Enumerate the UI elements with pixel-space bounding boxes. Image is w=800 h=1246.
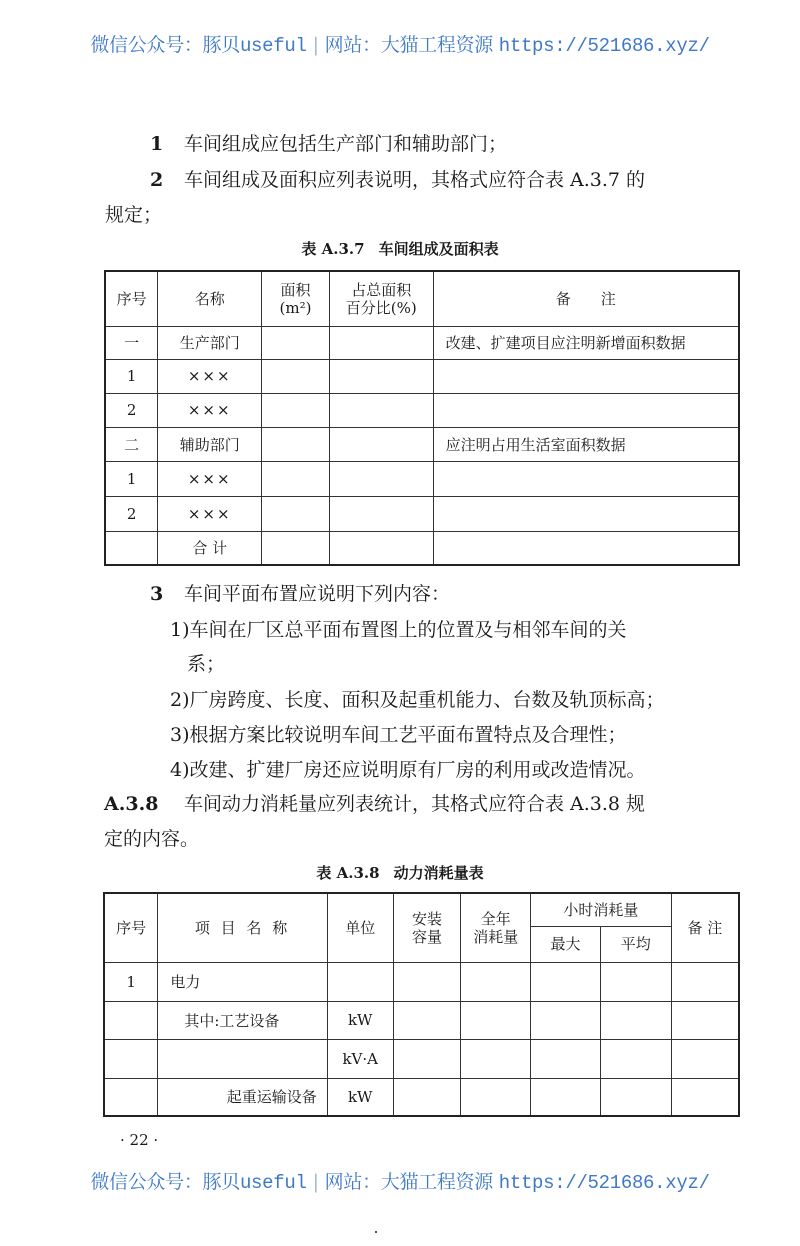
cell-annual [461, 962, 531, 1001]
paragraph-number: 2 [150, 169, 164, 191]
cell-remark [671, 1078, 739, 1116]
cell-seq: 一 [105, 326, 158, 359]
header-percentage-line1: 占总面积 [351, 280, 412, 299]
list-item-2: 2)厂房跨度、长度、面积及起重机能力、台数及轨顶标高； [170, 689, 665, 711]
cell-seq [105, 531, 158, 565]
cell-name: 辅助部门 [158, 427, 262, 461]
header-max: 最大 [531, 926, 601, 962]
watermark-prefix: 微信公众号：豚贝 [90, 34, 240, 56]
cell-name: ××× [158, 393, 262, 427]
cell-remark [433, 393, 739, 427]
page-number: · 22 · [120, 1131, 159, 1149]
paragraph-text: 车间组成应包括生产部门和辅助部门； [184, 133, 508, 155]
cell-name: ××× [158, 461, 262, 496]
cell-remark [671, 962, 739, 1001]
cell-unit [327, 962, 393, 1001]
cell-item: 其中:工艺设备 [158, 1001, 327, 1039]
cell-name: 合 计 [158, 531, 262, 565]
paragraph-number: 1 [150, 133, 164, 155]
cell-installed [393, 1078, 461, 1116]
cell-percentage [329, 461, 433, 496]
cell-avg [600, 962, 671, 1001]
cell-seq: 1 [104, 962, 158, 1001]
cell-name: 生产部门 [158, 326, 262, 359]
caption-title: 车间组成及面积表 [378, 240, 499, 258]
cell-installed [393, 1039, 461, 1078]
cell-area [262, 461, 330, 496]
header-area-line1: 面积 [280, 280, 311, 299]
cell-unit: kV·A [327, 1039, 393, 1078]
cell-item [158, 1039, 327, 1078]
table-row [105, 393, 739, 427]
cell-max [531, 1039, 601, 1078]
cell-annual [461, 1001, 531, 1039]
caption-id: 表 A.3.7 [301, 240, 365, 258]
header-annual-line1: 全年 [480, 909, 511, 928]
cell-seq: 2 [105, 496, 158, 531]
header-installed-line2: 容量 [412, 927, 443, 946]
cell-area [262, 496, 330, 531]
table-a38-caption [0, 862, 800, 883]
cell-remark [671, 1001, 739, 1039]
watermark-separator: | [312, 1171, 319, 1193]
table-header-row [104, 893, 739, 926]
paragraph-2 [150, 168, 645, 192]
table-row [105, 461, 739, 496]
table-row [105, 496, 739, 531]
cell-seq [104, 1001, 158, 1039]
watermark-top [0, 30, 800, 57]
scan-speck [375, 1231, 377, 1233]
list-item-1-continuation: 系； [187, 653, 226, 675]
table-row [105, 326, 739, 359]
header-percentage [329, 271, 433, 326]
cell-unit: kW [327, 1001, 393, 1039]
caption-title: 动力消耗量表 [393, 864, 484, 882]
cell-name: ××× [158, 359, 262, 393]
cell-percentage [329, 359, 433, 393]
header-percentage-line2: 百分比(%) [345, 298, 417, 317]
header-unit: 单位 [327, 893, 393, 962]
watermark-site-label: 网站：大猫工程资源 [324, 1171, 493, 1193]
header-avg: 平均 [600, 926, 671, 962]
cell-avg [600, 1001, 671, 1039]
cell-avg [600, 1039, 671, 1078]
header-area [262, 271, 330, 326]
table-row [105, 359, 739, 393]
cell-remark: 应注明占用生活室面积数据 [433, 427, 739, 461]
paragraph-text: 车间平面布置应说明下列内容： [184, 583, 451, 605]
cell-remark: 改建、扩建项目应注明新增面积数据 [433, 326, 739, 359]
watermark-bottom [0, 1167, 800, 1194]
list-item-1: 1)车间在厂区总平面布置图上的位置及与相邻车间的关 [170, 619, 627, 641]
watermark-account: useful [239, 35, 307, 57]
list-item-3: 3)根据方案比较说明车间工艺平面布置特点及合理性； [170, 724, 627, 746]
cell-annual [461, 1078, 531, 1116]
table-a37 [104, 270, 740, 566]
header-area-line2: (m²) [279, 298, 312, 317]
clause-a38 [104, 792, 645, 816]
table-row [104, 1001, 739, 1039]
header-installed-line1: 安装 [412, 909, 443, 928]
header-annual-line2: 消耗量 [473, 927, 519, 946]
cell-seq: 二 [105, 427, 158, 461]
cell-annual [461, 1039, 531, 1078]
cell-percentage [329, 496, 433, 531]
watermark-url-link[interactable]: https://521686.xyz/ [498, 1172, 710, 1194]
cell-seq: 1 [105, 359, 158, 393]
cell-max [531, 1078, 601, 1116]
header-remark: 备 注 [671, 893, 739, 962]
watermark-site-label: 网站：大猫工程资源 [324, 34, 493, 56]
cell-seq: 1 [105, 461, 158, 496]
paragraph-2-continuation: 规定； [105, 204, 163, 226]
cell-max [531, 962, 601, 1001]
table-a37-caption [0, 238, 800, 259]
table-row [104, 1039, 739, 1078]
header-hourly-consumption: 小时消耗量 [531, 893, 672, 926]
cell-name: ××× [158, 496, 262, 531]
cell-avg [600, 1078, 671, 1116]
paragraph-3 [150, 582, 450, 606]
cell-item: 电力 [158, 962, 327, 1001]
clause-number: A.3.8 [104, 793, 159, 815]
cell-remark [433, 496, 739, 531]
table-row [105, 427, 739, 461]
header-name: 名称 [158, 271, 262, 326]
cell-area [262, 359, 330, 393]
cell-area [262, 531, 330, 565]
cell-item: 起重运输设备 [158, 1078, 327, 1116]
cell-seq [104, 1039, 158, 1078]
cell-installed [393, 1001, 461, 1039]
header-seq: 序号 [105, 271, 158, 326]
table-row [104, 1078, 739, 1116]
cell-percentage [329, 393, 433, 427]
table-a38 [103, 892, 740, 1117]
watermark-url-link[interactable]: https://521686.xyz/ [498, 35, 710, 57]
table-header-row [105, 271, 739, 326]
cell-seq: 2 [105, 393, 158, 427]
cell-remark [433, 531, 739, 565]
cell-area [262, 427, 330, 461]
cell-percentage [329, 326, 433, 359]
header-annual-consumption [461, 893, 531, 962]
cell-max [531, 1001, 601, 1039]
cell-seq [104, 1078, 158, 1116]
cell-remark [433, 359, 739, 393]
cell-unit: kW [327, 1078, 393, 1116]
list-item-4: 4)改建、扩建厂房还应说明原有厂房的利用或改造情况。 [170, 759, 646, 781]
header-installed-capacity [393, 893, 461, 962]
watermark-prefix: 微信公众号：豚贝 [90, 1171, 240, 1193]
cell-area [262, 326, 330, 359]
clause-text: 车间动力消耗量应列表统计，其格式应符合表 A.3.8 规 [184, 793, 646, 815]
header-remark: 备 注 [433, 271, 739, 326]
watermark-separator: | [312, 34, 319, 56]
clause-a38-continuation: 定的内容。 [104, 828, 200, 850]
cell-percentage [329, 427, 433, 461]
table-total-row [105, 531, 739, 565]
cell-installed [393, 962, 461, 1001]
cell-percentage [329, 531, 433, 565]
paragraph-1 [150, 132, 507, 156]
cell-area [262, 393, 330, 427]
paragraph-text: 车间组成及面积应列表说明，其格式应符合表 A.3.7 的 [184, 169, 646, 191]
header-item: 项 目 名 称 [158, 893, 327, 962]
caption-id: 表 A.3.8 [316, 864, 380, 882]
cell-remark [671, 1039, 739, 1078]
header-seq: 序号 [104, 893, 158, 962]
watermark-account: useful [239, 1172, 307, 1194]
table-row [104, 962, 739, 1001]
cell-remark [433, 461, 739, 496]
paragraph-number: 3 [150, 583, 164, 605]
